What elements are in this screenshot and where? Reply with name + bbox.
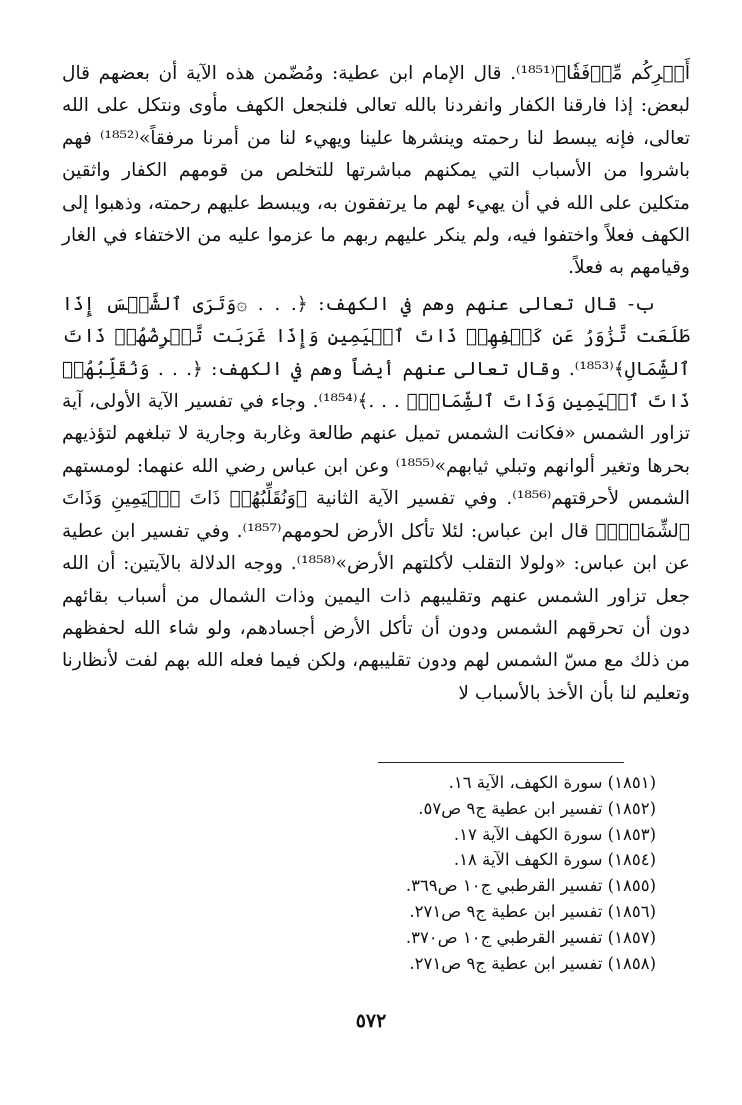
footnote-separator: [378, 762, 624, 763]
footnote-item: (١٨٥٦) تفسير ابن عطية ج٩ ص٢٧١.: [409, 901, 656, 921]
page-number: ٥٧٢: [355, 1010, 387, 1032]
footnote-item: (١٨٥٣) سورة الكهف الآية ١٧.: [453, 824, 656, 844]
footnotes-list: [296, 770, 656, 976]
footnote-item: (١٨٥٤) سورة الكهف الآية ١٨.: [453, 850, 656, 870]
paragraph-2: ب- قال تعالى عنهم وهم في الكهف: ﴿. . . ۞وَتَرَى ٱلشَّمۡسَ إِذَا طَلَعَت تَّزَٰوَرُ عَن كَهۡفِهِمۡ ذَاتَ ٱلۡيَمِينِ وَإِذَا غَرَبَت تَّقۡرِضُهُمۡ ذَاتَ ٱلشِّمَالِ﴾⁽¹⁸⁵³⁾. وقال تعالى عنهم أيضاً وهم في الكهف: ﴿. . . وَنُقَلِّبُهُمۡ ذَاتَ ٱلۡيَمِينِ وَذَاتَ ٱلشِّمَالِۖ . . .﴾⁽¹⁸⁵⁴⁾. وجاء في تفسير الآية الأولى، آية تزاور الشمس «فكانت الشمس تميل عنهم طالعة وغاربة وجارية لا تبلغهم لتؤذيهم بحرها وتغير ألوانهم وتبلي ثيابهم»⁽¹⁸⁵⁵⁾ وعن ابن عباس رضي الله عنهما: لومستهم الشمس لأحرقتهم⁽¹⁸⁵⁶⁾. وفي تفسير الآية الثانية ﴿وَنُقَلِّبُهُمۡ ذَاتَ ٱلۡيَمِينِ وَذَاتَ ٱلشِّمَالِۖ﴾ قال ابن عباس: لئلا تأكل الأرض لحومهم⁽¹⁸⁵⁷⁾. وفي تفسير ابن عطية عن ابن عباس: «ولولا التقلب لأكلتهم الأرض»⁽¹⁸⁵⁸⁾. ووجه الدلالة بالآيتين: أن الله جعل تزاور الشمس عنهم وتقليبهم ذات اليمين وذات الشمال من أسباب بقائهم دون أن تحرقهم الشمس ودون أن تأكل الأرض أجسادهم، ولو شاء الله لحفظهم من ذلك مع مسّ الشمس لهم ودون تقليبهم، ولكن فيما فعله الله بهم لفت لأنظارنا وتعليم لنا بأن الأخذ بالأسباب لا: [62, 293, 691, 704]
main-text: [62, 58, 690, 710]
paragraph-1: أَمۡرِكُم مِّرۡفَقٗا﴾⁽¹⁸⁵¹⁾. قال الإمام ابن عطية: ومُضّمن هذه الآية أن بعضهم قال لبعض: إذا فارقنا الكفار وانفردنا بالله تعالى فلنجعل الكهف مأوى ونتكل على الله تعالى، فإنه يبسط لنا رحمته وينشرها علينا ويهيء لنا من أمرنا مرفقاً»⁽¹⁸⁵²⁾ فهم باشروا من الأسباب التي يمكنهم مباشرتها للتخلص من قومهم الكفار واثقين متكلين على الله في أن يهيء لهم ما يرتفقون به، ويبسط عليهم رحمته، وذهبوا إلى الكهف فعلاً واختفوا فيه، ولم ينكر عليهم ربهم ما عزموا عليه من الاختفاء في الغار وقيامهم به فعلاً.: [62, 63, 691, 279]
footnote-item: (١٨٥٥) تفسير القرطبي ج١٠ ص٣٦٩.: [405, 876, 656, 896]
footnote-item: (١٨٥٨) تفسير ابن عطية ج٩ ص٢٧١.: [409, 953, 656, 973]
page-body: [62, 58, 690, 714]
footnote-item: (١٨٥١) سورة الكهف، الآية ١٦.: [448, 773, 656, 792]
footnote-item: (١٨٥٧) تفسير القرطبي ج١٠ ص٣٧٠.: [405, 927, 656, 947]
footnote-item: (١٨٥٢) تفسير ابن عطية ج٩ ص٥٧.: [418, 798, 656, 818]
